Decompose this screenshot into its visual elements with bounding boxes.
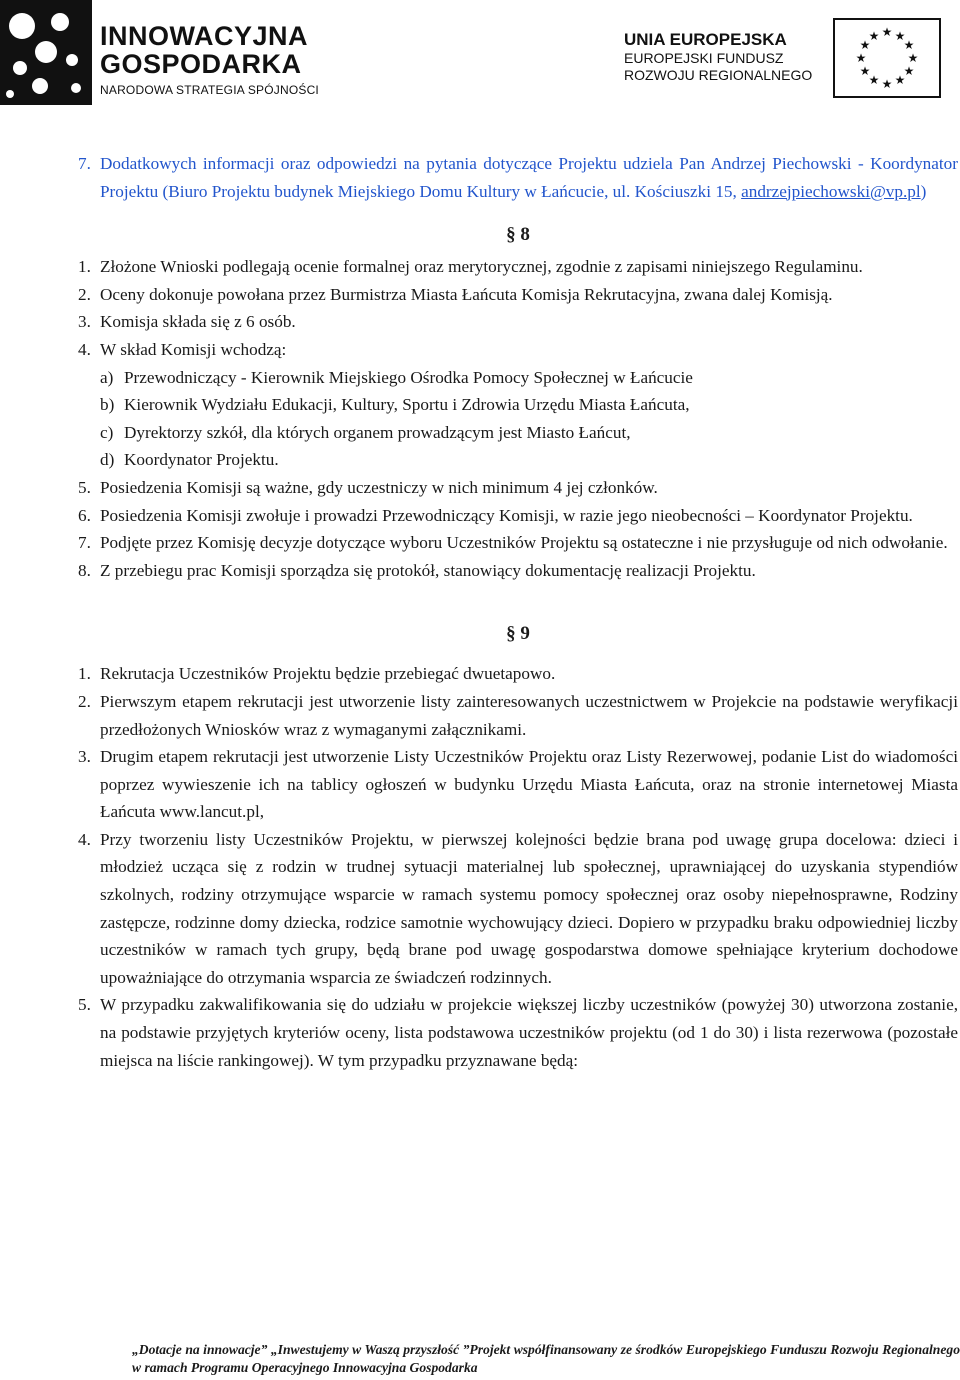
list-item — [78, 253, 958, 281]
item-number: 4. — [78, 829, 91, 849]
item-text: Posiedzenia Komisji zwołuje i prowadzi Przewodniczący Komisji, w razie jego nieobecności – Koordynator Projektu. — [100, 505, 913, 525]
svg-text:★: ★ — [868, 73, 880, 87]
page-footer: „Dotacje na innowacje” „Inwestujemy w Waszą przyszłość ”Projekt współfinansowany ze środków Europejskiego Funduszu Rozwoju Regionalnego w ramach Programu Operacyjnego Innowacyjna Gospodarka — [132, 1342, 960, 1375]
svg-text:★: ★ — [903, 38, 915, 52]
sub-item-letter: c) — [100, 422, 114, 442]
unia-europejska-logo — [624, 18, 960, 100]
section-9-heading: § 9 — [506, 623, 530, 645]
ue-logo-line2: EUROPEJSKI FUNDUSZ — [624, 50, 784, 66]
item-number: 5. — [78, 995, 91, 1015]
sub-item — [100, 446, 958, 474]
list-item — [78, 991, 958, 1074]
ig-logo-line1: INNOWACYJNA — [100, 21, 309, 51]
item-number: 7. — [78, 154, 91, 173]
sub-item-text: Przewodniczący - Kierownik Miejskiego Ośrodka Pomocy Społecznej w Łańcucie — [124, 367, 693, 387]
list-item — [78, 281, 958, 309]
svg-text:★: ★ — [903, 64, 915, 78]
item-text: Komisja składa się z 6 osób. — [100, 312, 296, 332]
item-number: 5. — [78, 477, 91, 497]
list-item — [78, 308, 958, 336]
document-body — [78, 150, 958, 1074]
list-item — [78, 474, 958, 502]
list-item — [78, 660, 958, 688]
item-number: 4. — [78, 339, 91, 359]
item-number: 1. — [78, 664, 91, 684]
svg-text:★: ★ — [859, 38, 871, 52]
ig-emblem-icon — [0, 0, 92, 105]
svg-text:★: ★ — [859, 64, 871, 78]
sub-item — [100, 364, 958, 392]
ue-logo-line3: ROZWOJU REGIONALNEGO — [624, 67, 813, 83]
svg-text:★: ★ — [881, 25, 893, 39]
item-number: 2. — [78, 284, 91, 304]
intro-text: Dodatkowych informacji oraz odpowiedzi na pytania dotyczące Projektu udziela Pan Andrzej Piechowski - Koordynator Projektu (Biuro Projektu budynek Miejskiego Domu Kultury w Łańcucie, ul. Kościuszki 15, — [100, 154, 958, 201]
item-number: 2. — [78, 691, 91, 711]
item-text: Posiedzenia Komisji są ważne, gdy uczestniczy w nich minimum 4 jej członków. — [100, 477, 658, 497]
item-number: 7. — [78, 533, 91, 553]
item-text: Rekrutacja Uczestników Projektu będzie przebiegać dwuetapowo. — [100, 664, 556, 684]
list-item — [78, 502, 958, 530]
item-number: 3. — [78, 312, 91, 332]
list-item — [78, 336, 958, 364]
intro-text-end: ) — [920, 181, 927, 201]
sub-item — [100, 391, 958, 419]
ig-logo-line3: NARODOWA STRATEGIA SPÓJNOŚCI — [100, 83, 319, 97]
email-link[interactable]: andrzejpiechowski@vp.pl — [741, 181, 921, 201]
item-text: Przy tworzeniu listy Uczestników Projektu, w pierwszej kolejności będzie brana pod uwagę grupa docelowa: dzieci i młodzież ucząca się z rodzin w trudnej sytuacji materialnej lub społecznej, uprawniającej do uzyskania stypendiów szkolnych, rodziny otrzymujące wsparcie w ramach systemu pomocy społecznej oraz osoby niepełnosprawne, Rodziny zastępcze, rodzinne domy dziecka, rodzice samotnie wychowujący dzieci. Dopiero w przypadku braku odpowiedniej liczby uczestników w ramach tych grupy, będą brane pod uwagę gospodarstwa domowe spełniające kryterium dochodowe upoważniające do otrzymania wsparcia ze świadczeń rodzinnych. — [100, 829, 958, 987]
list-item — [78, 557, 958, 585]
page-header — [0, 0, 960, 110]
item-text: Złożone Wnioski podlegają ocenie formalnej oraz merytorycznej, zgodnie z zapisami niniejszego Regulaminu. — [100, 257, 863, 277]
innowacyjna-gospodarka-logo — [0, 0, 340, 105]
intro-item — [78, 150, 958, 205]
svg-text:★: ★ — [855, 51, 867, 65]
sub-item-letter: d) — [100, 450, 115, 470]
svg-text:★: ★ — [868, 29, 880, 43]
item-number: 6. — [78, 505, 91, 525]
svg-text:★: ★ — [881, 77, 893, 91]
list-item — [78, 743, 958, 826]
sub-item-text: Dyrektorzy szkół, dla których organem prowadzącym jest Miasto Łańcut, — [124, 422, 631, 442]
item-text: W przypadku zakwalifikowania się do udziału w projekcie większej liczby uczestników (powyżej 30) utworzona zostanie, na podstawie przyjętych kryteriów oceny, lista podstawowa uczestników projektu (od 1 do 30) i lista rezerwowa (pozostałe miejsca na liście rankingowej). W tym przypadku przyznawane będą: — [100, 995, 958, 1070]
sub-item-text: Kierownik Wydziału Edukacji, Kultury, Sportu i Zdrowia Urzędu Miasta Łańcuta, — [124, 395, 690, 415]
sub-item-letter: a) — [100, 367, 114, 387]
item-text: Oceny dokonuje powołana przez Burmistrza Miasta Łańcuta Komisja Rekrutacyjna, zwana dalej Komisją. — [100, 284, 833, 304]
sub-item-letter: b) — [100, 395, 115, 415]
item-text: Podjęte przez Komisję decyzje dotyczące wyboru Uczestników Projektu są ostateczne i nie przysługuje od nich odwołanie. — [100, 533, 948, 553]
list-item — [78, 688, 958, 743]
svg-text:★: ★ — [894, 73, 906, 87]
section-8-heading: § 8 — [506, 224, 530, 246]
item-text: Drugim etapem rekrutacji jest utworzenie Listy Uczestników Projektu oraz Listy Rezerwowej, podanie List do wiadomości poprzez wywieszenie ich na tablicy ogłoszeń w budynku Urzędu Miasta Łańcuta, oraz na stronie internetowej Miasta Łańcuta www.lancut.pl, — [100, 747, 958, 822]
ig-logo-line2: GOSPODARKA — [100, 49, 302, 79]
sub-item — [100, 419, 958, 447]
ue-logo-line1: UNIA EUROPEJSKA — [624, 30, 787, 49]
list-item — [78, 826, 958, 992]
svg-text:★: ★ — [894, 29, 906, 43]
sub-item-text: Koordynator Projektu. — [124, 450, 279, 470]
list-item — [78, 529, 958, 557]
svg-text:★: ★ — [907, 51, 919, 65]
eu-flag-icon — [833, 18, 941, 98]
item-text: W skład Komisji wchodzą: — [100, 339, 287, 359]
item-number: 1. — [78, 257, 91, 277]
item-text: Z przebiegu prac Komisji sporządza się protokół, stanowiący dokumentację realizacji Projektu. — [100, 560, 756, 580]
item-number: 8. — [78, 560, 91, 580]
item-text: Pierwszym etapem rekrutacji jest utworzenie listy zainteresowanych uczestnictwem w Projekcie na podstawie weryfikacji przedłożonych Wniosków wraz z wymaganymi załącznikami. — [100, 691, 958, 739]
item-number: 3. — [78, 747, 91, 767]
